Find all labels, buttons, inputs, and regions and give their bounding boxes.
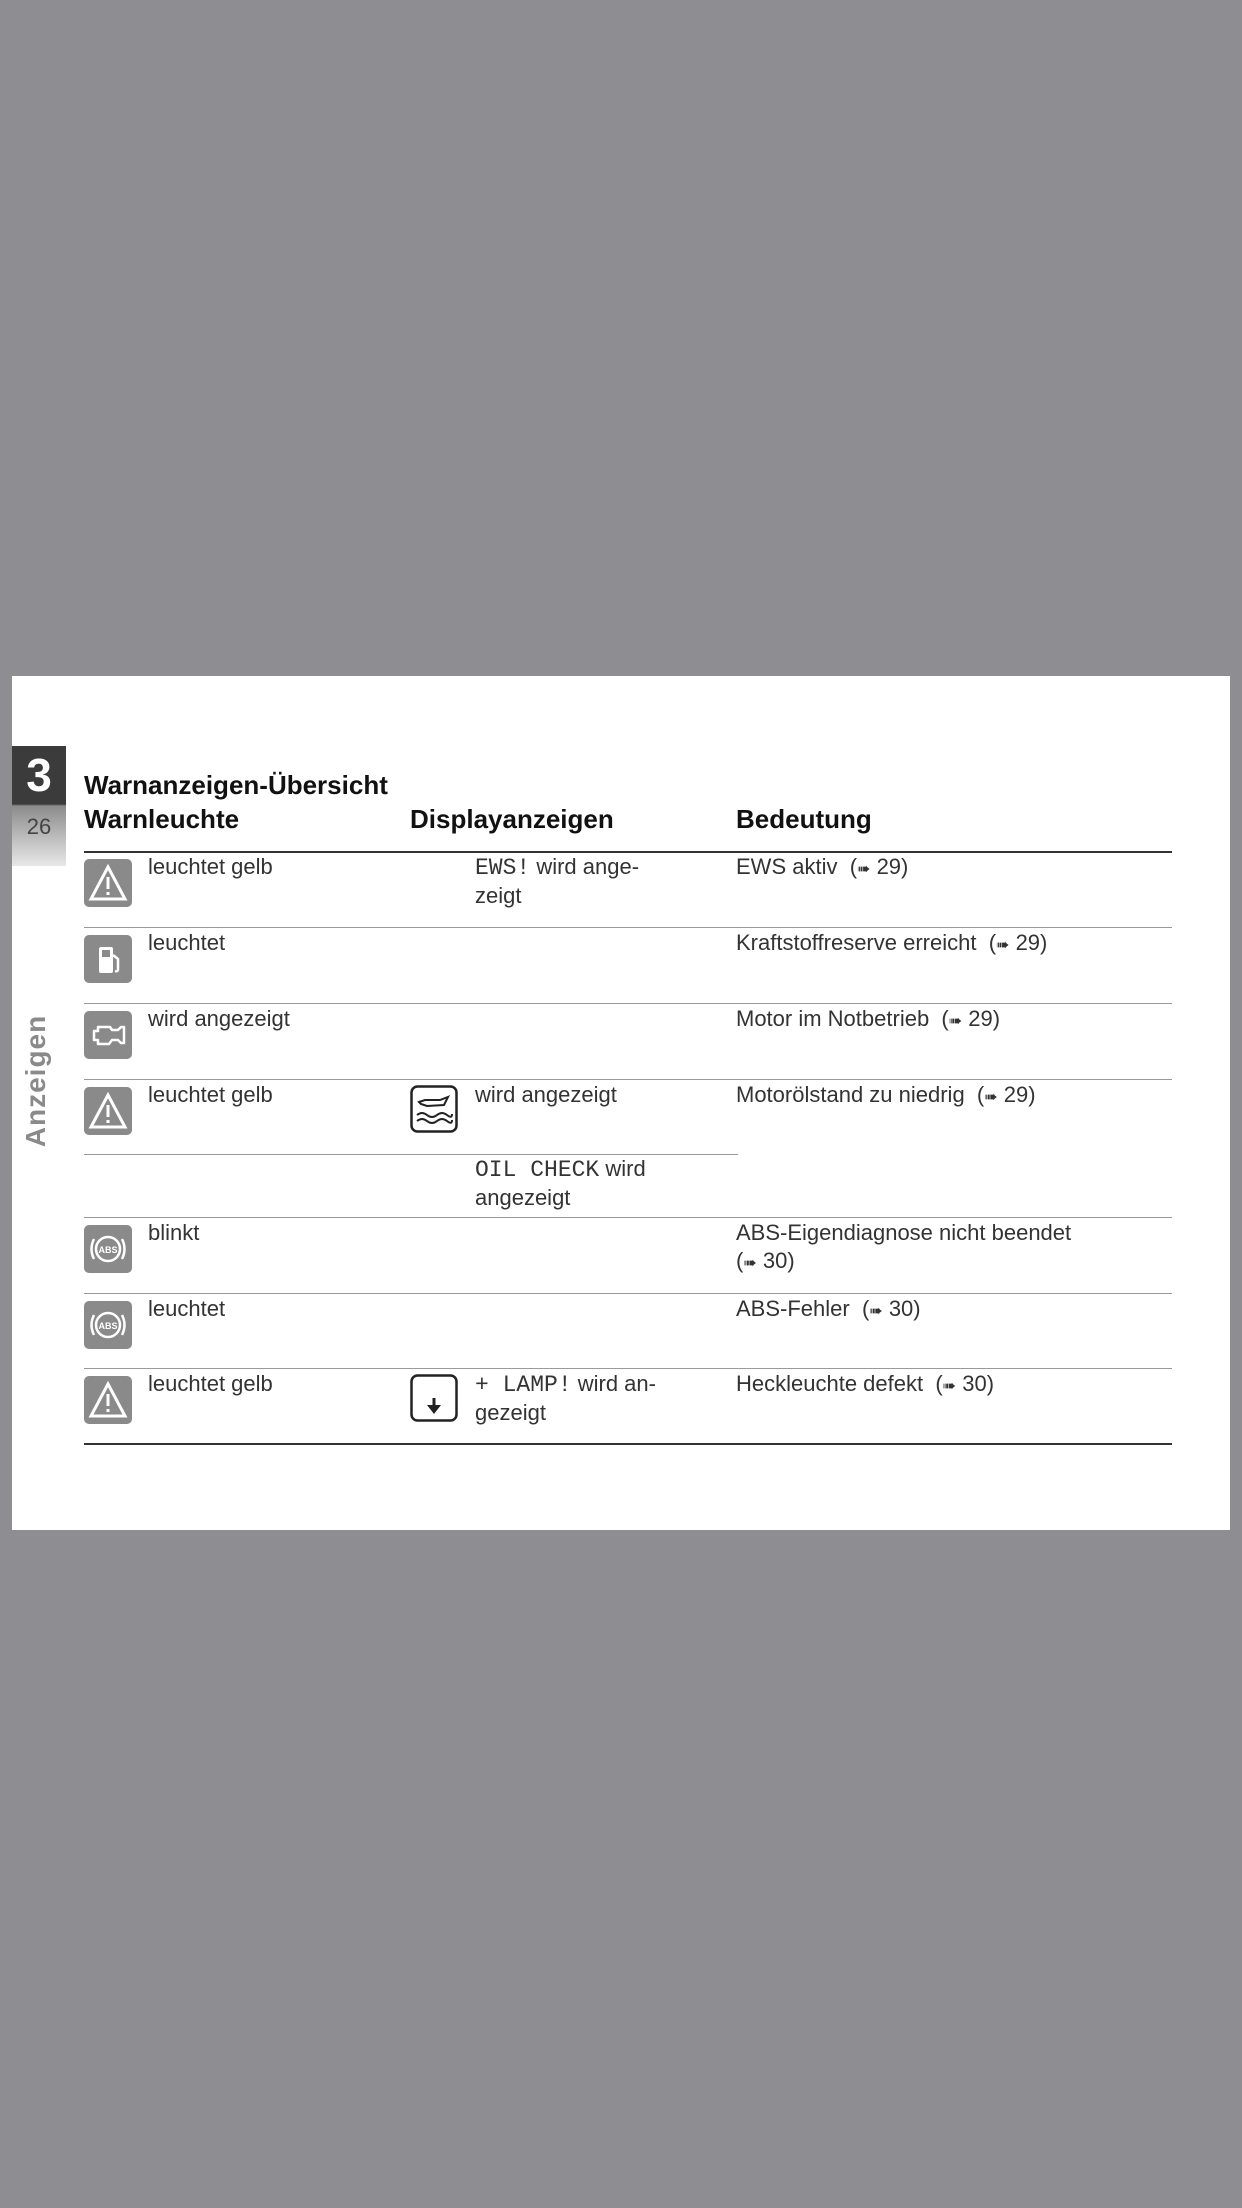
meaning-text: ABS-Fehler (➠ 30) [736, 1296, 921, 1321]
meaning: EWS aktiv [736, 854, 838, 879]
ref-arrow-icon: ➠ [996, 937, 1010, 954]
meaning-text: Heckleuchte defekt (➠ 30) [736, 1371, 995, 1396]
warn-text: leuchtet gelb [148, 854, 273, 879]
display-text-2b: angezeigt [475, 1185, 571, 1210]
side-chapter-title: Anzeigen [20, 1014, 51, 1148]
abs-icon [84, 1225, 132, 1273]
meaning: Motor im Notbetrieb [736, 1006, 930, 1031]
svg-text:ABS: ABS [98, 1321, 118, 1331]
abs-icon [84, 1301, 132, 1349]
manual-page [12, 676, 1230, 1530]
warn-text: wird angezeigt [148, 1006, 290, 1031]
fuel-pump-icon [84, 935, 132, 983]
row-divider [84, 1293, 1172, 1294]
page-ref[interactable]: 30 [962, 1371, 987, 1396]
page-ref[interactable]: 30 [888, 1296, 914, 1321]
row-divider [84, 1079, 1172, 1080]
meaning: Heckleuchte defekt [736, 1371, 924, 1396]
page-ref[interactable]: 29 [968, 1006, 993, 1031]
ref-arrow-icon: ➠ [743, 1255, 757, 1272]
meaning: ABS-Fehler [736, 1296, 850, 1321]
display-text-oil-check [475, 1155, 646, 1212]
display-text-1: wird ange- [530, 854, 640, 879]
engine-icon [84, 1011, 132, 1059]
display-text-2: gezeigt [475, 1400, 546, 1425]
display-code: OIL CHECK [475, 1157, 600, 1183]
table-bottom-rule [84, 1443, 1172, 1445]
svg-text:ABS: ABS [98, 1245, 118, 1255]
ref-arrow-icon: ➠ [869, 1303, 883, 1320]
page-ref[interactable]: 29 [876, 854, 902, 879]
oil-level-icon [410, 1085, 458, 1133]
header-bedeutung: Bedeutung [736, 804, 872, 834]
meaning-text: Motorölstand zu niedrig (➠ 29) [736, 1082, 1036, 1107]
row-divider [84, 1217, 1172, 1218]
chapter-number: 3 [26, 749, 52, 801]
meaning-text: Kraftstoffreserve erreicht (➠ 29) [736, 930, 1048, 955]
display-text [475, 853, 639, 910]
header-warnleuchte: Warnleuchte [84, 804, 240, 834]
row-divider [84, 927, 1172, 928]
display-code: EWS! [475, 855, 531, 881]
section-title: Warnanzeigen-Übersicht [84, 770, 388, 800]
page-ref[interactable]: 29 [1003, 1082, 1029, 1107]
row-divider [84, 1368, 1172, 1369]
ref-arrow-icon: ➠ [942, 1378, 957, 1395]
warning-triangle-icon [84, 859, 132, 907]
warn-text: blinkt [148, 1220, 200, 1245]
display-code: LAMP! [502, 1372, 572, 1398]
meaning-text: ABS-Eigendiagnose nicht beendet (➠ 30) [736, 1220, 1072, 1273]
warning-triangle-icon [84, 1376, 132, 1424]
page-ref[interactable]: 29 [1015, 930, 1041, 955]
display-text-1: wird an- [571, 1371, 656, 1396]
ref-arrow-icon: ➠ [857, 861, 871, 878]
ref-arrow-icon: ➠ [948, 1013, 963, 1030]
header-displayanzeigen: Displayanzeigen [410, 804, 614, 834]
lamp-defect-icon [410, 1374, 458, 1422]
display-text: wird angezeigt [475, 1082, 617, 1107]
display-prefix: + [475, 1372, 503, 1398]
page-number: 26 [26, 814, 52, 839]
warn-text: leuchtet gelb [148, 1082, 273, 1107]
meaning: Motorölstand zu niedrig [736, 1082, 965, 1107]
warning-triangle-icon [84, 1087, 132, 1135]
meaning: Kraftstoffreserve erreicht [736, 930, 977, 955]
meaning: ABS-Eigendiagnose nicht beendet [736, 1220, 1072, 1245]
ref-arrow-icon: ➠ [984, 1089, 998, 1106]
meaning-text: Motor im Notbetrieb (➠ 29) [736, 1006, 1001, 1031]
display-text-2: zeigt [475, 883, 522, 908]
row-divider [84, 1003, 1172, 1004]
warn-text: leuchtet gelb [148, 1371, 273, 1396]
page-ref[interactable]: 30 [762, 1248, 788, 1273]
warn-text: leuchtet [148, 930, 226, 955]
warn-text: leuchtet [148, 1296, 226, 1321]
display-text-2a: wird [599, 1156, 646, 1181]
display-text [475, 1370, 656, 1427]
meaning-text: EWS aktiv (➠ 29) [736, 854, 909, 879]
